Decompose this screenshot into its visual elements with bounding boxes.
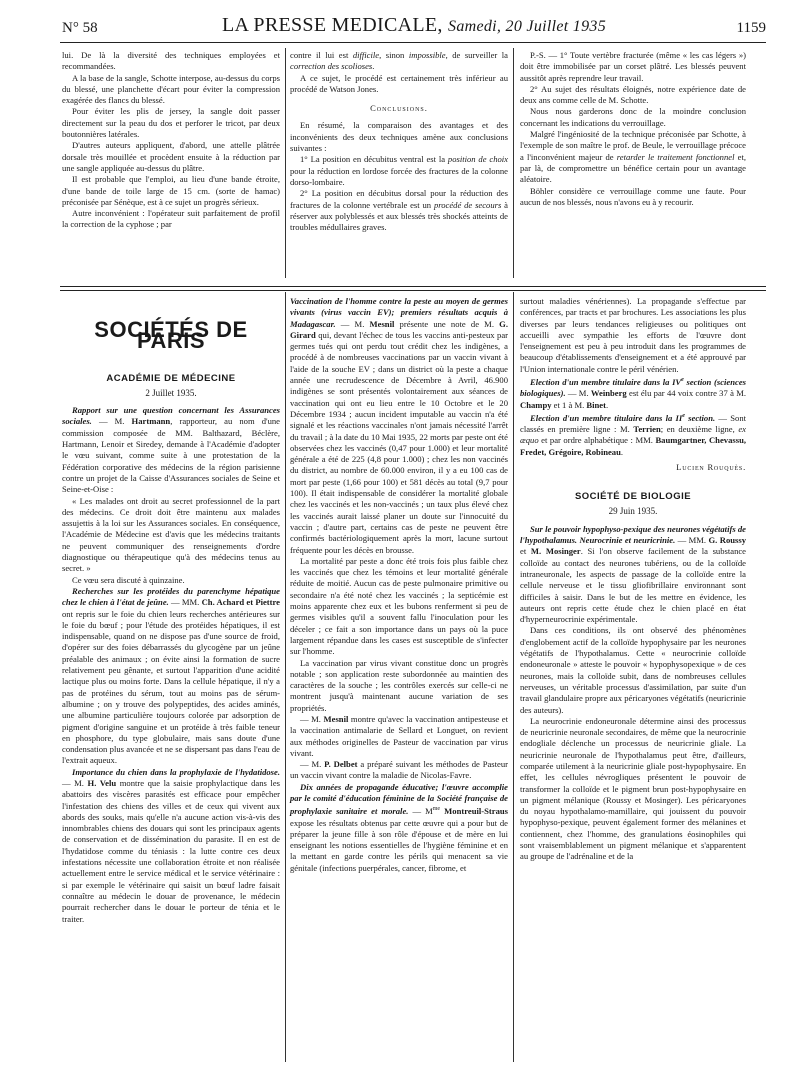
conclusions-heading: Conclusions. [370,103,428,114]
paragraph: Election d'un membre titulaire dans la IIe section. — Sont classés en première ligne : M. Terrien; en deuxième ligne, ex æquo et par ordre alphabétique : MM. Baumgartner, Chevassu, Fredet, Grégoire, Robineau. [520,412,747,457]
academie-date: 2 Juillet 1935. [145,387,197,398]
academie-title: ACADÉMIE DE MÉDECINE [106,372,236,384]
paragraph: La mortalité par peste a donc été trois fois plus faible chez les vaccinés que chez les témoins et leur mortalité générale réduite de moitié. Aucun cas de peste pulmonaire primitive ou secondaire n'a été noté chez les vaccinés ; la septicémie est moins apparente chez eux et les bubons renferment si peu de germes visibles qu'il a souvent fallu l'inoculation pour les déceler ; ce fait a son importance dans un pays où la puce largement répandue dans les cases est susceptible de s'infecter sur l'homme. [290,555,508,657]
top-column-3 [520,50,746,208]
column-divider [513,292,514,1062]
paragraph: Böhler considère ce verrouillage comme une faute. Pour aucun de nos blessés, nous n'avons eu à y recourir. [520,185,746,207]
paragraph: Nous nous garderons donc de la moindre conclusion concernant les indications du verrouillage. [520,106,746,128]
societes-column-2 [290,296,508,874]
biologie-date: 29 Juin 1935. [608,506,658,517]
page-number: 1159 [736,20,766,36]
paragraph: contre il lui est difficile, sinon impossible, de surveiller la correction des scolioses. [290,50,508,72]
paragraph: La neurocrinie endoneuronale détermine ainsi des processus de neuricrinie neuronale secondaires, de même que la neurocrinie endogliale déclenche un processus de neuricrinie gliale. La neuricrinie neuronale de l'hypothalamus peut être, d'ailleurs, comparée utilement à la neuricrinie gliale post-hypophysaire. En effet, les cellules névrogliques présentent le pouvoir de transformer la colloïde et le pigment brun post-hypophysaire en un pigment mélanique (Roussy et Mosinger). Les péricaryones du noyau hypothalamo-mamillaire, qui jouissent du pouvoir hypophyso-pexique, peuvent également former des mélanines et contiennent, chez l'homme, des granulations éosinophiles qui sont vraisemblablement un pigment mélanique et s'apparentent au groupe de l'adrénaline et de la [520,715,746,862]
paragraph: P.-S. — 1° Toute vertèbre fracturée (même « les cas légers ») doit être immobilisée par un corset plâtré. Les blessés peuvent aussitôt après reprendre leur travail. [520,50,746,83]
issue-date: Samedi, 20 Juillet 1935 [448,18,607,35]
paragraph: Malgré l'ingéniosité de la technique préconisée par Schotte, à l'exemple de son maître le prof. de Beule, le verrouillage précoce a l'inconvénient majeur de retarder le traitement fonctionnel et, par là, de compromettre un bénéfice certain pour un avantage aléatoire. [520,129,747,185]
issue-number: N° 58 [62,20,98,36]
journal-title [62,14,766,37]
paragraph: A ce sujet, le procédé est certainement très inférieur au procédé de Watson Jones. [290,72,508,94]
paragraph: Autre inconvénient : l'opérateur suit parfaitement de profil la correction de la cyphose ; par [62,208,280,230]
section-rule [60,286,766,287]
paragraph: 1° La position en décubitus ventral est la position de choix pour la réduction en lordose forcée des fractures de la colonne dorso-lombaire. [290,154,508,187]
paragraph: 2° La position en décubitus dorsal pour la réduction des fractures de la colonne vertébrale est un procédé de secours à réserver aux polyblessés et aux blessés très shockés atteints de troubles médullaires graves. [290,188,508,233]
paragraph: lui. De là la diversité des techniques employées et recommandées. [62,50,280,72]
paragraph: 2° Au sujet des résultats éloignés, notre expérience date de deux ans comme celle de M. Schotte. [520,83,746,106]
paragraph: Pour éviter les plis de jersey, la sangle doit passer directement sur la peau du dos et perforer le tricot, par deux boutonnières latérales. [62,106,280,140]
paragraph: Vaccination de l'homme contre la peste au moyen de germes vivants (virus vaccin EV); premiers résultats acquis à Madagascar. — M. Mesnil présente une note de M. G. Girard qui, devant l'échec de tous les vaccins anti-pesteux par germes tués qui ont perdu tout crédit chez les indigènes, a procédé à de nombreuses vaccinations par un vaccin vivant à l'aide de la souche EV ; dans un district où la peste a chaque année une recrudescence de Décembre à Avril, 46.900 indigènes se sont présentés volontairement aux séances de vaccination qui ont eu lieu entre le 10 Octobre et le 20 Décembre 1934 ; aucun incident imputable au vaccin n'a été signalé et les réactions vaccinales n'ont jamais nécessité l'arrêt du travail ; à la date du 10 Mai 1935, 22 morts par peste ont été observées chez les vaccinés (0,47 pour 1.000) et leur mortalité générale a été de 225 (4,8 pour 1.000) ; chez les non vaccinés du district, au nombre de 60.000 environ, il y a eu 100 cas de mort par peste (1,66 pour 100) et 581 décès au total (9,7 pour 100). Il était indispensable de considérer la mortalité globale chez les vaccinés et les non-vaccinés ; un taux plus élevé chez les vaccinés aurait laissé planer un doute sur l'innocuité du vaccin ; d'autre part, certains cas de peste ne peuvent être confirmés bactériologiquement après la mort, lacune surtout fréquente pour les décès en brousse. [290,296,508,555]
top-column-2 [290,50,508,233]
paragraph: A la base de la sangle, Schotte interpose, au-dessus du corps du blessé, une planchette d'écart pour éviter la compression exagérée des flancs du blessé. [62,72,280,106]
paragraph: surtout maladies vénériennes). La propagande s'effectue par conférences, par tracts et par brochures. Les associations les plus diverses par leurs tendances religieuses ou politiques ont accueilli avec sympathie les efforts de l'œuvre dont l'enseignement est peu à peu introduit dans les programmes de beaucoup d'établissements d'enseignement et a été approuvé par l'Union internationale contre le péril vénérien. [520,296,746,374]
page-header [62,14,766,40]
paragraph: Importance du chien dans la prophylaxie de l'hydatidose. — M. H. Velu montre que la saisie prophylactique dans les abattoirs des viscères parasités est efficace pour empêcher l'infestation des chiens des villes et de ceux qui vivent aux abords des souks, mais qu'elle n'a aucune action vis-à-vis des innombrables chiens des douars qui sont les principaux agents de conservation et de dissémination du parasite. Il en est de l'hydatidose comme du téniasis : la lutte contre ces deux infestations nécessite une collaboration étroite et non réalisée actuellement entre le service médical et le service vétérinaire : si par exemple le vétérinaire qui saisit un bœuf ladre faisait connaître au médecin le douar de provenance, le médecin pourrait rechercher dans le douar le porteur de ténia et le traiter. [62,766,280,924]
paragraph: En résumé, la comparaison des avantages et des inconvénients des deux techniques amène aux conclusions suivantes : [290,120,508,154]
paragraph: Rapport sur une question concernant les Assurances sociales. — M. Hartmann, rapporteur, au nom d'une commission composée de MM. Balthazard, Béclère, Hartmann, Lenoir et Siredey, demande à l'Académie d'adopter le vœu suivant, comme suite à une protestation de la Fédération corporative des médecins de la région parisienne contre un projet de la Caisse d'Assurances sociales de Seine et Seine-et-Oise : [62,405,280,495]
paragraph: D'autres auteurs appliquent, d'abord, une attelle plâtrée dorsale très mouillée et procèdent ensuite à la réduction par une sangle appliquée au-dessus du plâtre. [62,140,280,173]
column-divider [513,48,514,278]
paragraph: Dix années de propagande éducative; l'œuvre accomplie par le comité d'éducation féminine de la Société française de prophylaxie sanitaire et morale. — $M^{me}$ Montreuil-Straus expose les résultats obtenus par cette œuvre qui a pour but de préparer la jeune fille à son rôle d'épouse et de mère en lui enseignant les notions essentielles de l'hygiène féminine et en la mettant en garde contre les périls qui menacent sa vie génitale (infections puerpérales, cancer, fibrome, et [290,781,508,873]
paragraph: La vaccination par virus vivant constitue donc un progrès notable ; son application reste subordonnée au maintien des caractères de la souche ; les contrôles exercés sur celle-ci ne montrent jusqu'à maintenant aucune variation de ses propriétés. [290,657,508,713]
paragraph: Ce vœu sera discuté à quinzaine. [72,574,185,585]
paragraph: Recherches sur les protéides du parenchyme hépatique chez le chien à l'état de jeûne. — MM. Ch. Achard et Piettre ont repris sur le foie du chien leurs recherches antérieures sur le foie du bœuf ; pour l'étude des protéides hépatiques, il est indispensable, quand on ne dispose pas d'une source de froid, d'opérer sur des foies débarrassés du glycogène par un jeûne préalable des animaux ; on évite ainsi la formation de sucre relativement peu gênante, et surtout l'apparition d'une acidité lactique plus ou moins forte. Dans la cellule hépatique, il n'y a pas de protéines du sérum, tout au moins pas de sérum-albumine ; on y trouve des polypeptides, des acides aminés, une albumine particulière toujours colorée par adsorption de pigment d'origine sanguine et un protéide à très faible teneur en phosphore, du type globulaire, mais sans doute d'une condensation plus avancée et ne se dispersant pas dans l'eau de l'extrait aqueux. [62,585,280,766]
paragraph: — M. P. Delbet a préparé suivant les méthodes de Pasteur un vaccin vivant contre la maladie de Nicolas-Favre. [290,759,508,781]
paragraph: Sur le pouvoir hypophyso-pexique des neurones végétatifs de l'hypothalamus. Neurocrinie et neuricrinie. — MM. G. Roussy et M. Mosinger. Si l'on observe facilement de la substance colloïde au contact des neurones tubériens, ou de la colloïde intraneuronale, les aspects de passage de la colloïde entre la cellule nerveuse et le tissu gliofibrillaire environnant sont difficiles à saisir. Dans le but de les mettre en évidence, les auteurs ont repris cette étude chez le chien placé en état d'hyperneurocrinie expérimentale. [520,523,747,625]
paragraph: Il est probable que l'emploi, au lieu d'une bande étroite, d'une bande de toile large de 15 cm. (sorte de hamac) préconisée par Sénèque, est à ce sujet un progrès sérieux. [62,174,280,207]
header-rule [60,42,766,43]
biologie-title: SOCIÉTÉ DE BIOLOGIE [574,491,692,503]
column-divider [285,292,286,1062]
journal-name: LA PRESSE MEDICALE, [221,14,443,36]
paragraph: « Les malades ont droit au secret professionnel de la part des médecins. Ce droit doit être maintenu aux malades assujettis à la loi sur les Assurances sociales. En conséquence, l'Académie de Médecine est d'avis que les médecins traitants ne peuvent communiquer des renseignements d'ordre diagnostique ou thérapeutique qu'à des médecins tenus au secret. » [62,495,280,574]
column-divider [285,48,286,278]
section-title: SOCIÉTÉS DE PARIS [94,317,248,354]
signature: Lucien Rouquès. [676,461,746,472]
paragraph: Election d'un membre titulaire dans la IVe section (sciences biologiques). — M. Weinberg est élu par 44 voix contre 37 à M. Champy et 1 à M. Binet. [520,376,746,410]
societes-column-1 [62,294,280,925]
societes-column-3 [520,296,746,863]
section-rule [60,290,766,291]
top-column-1 [62,50,280,231]
paragraph: Dans ces conditions, ils ont observé des phénomènes d'englobement actif de la colloïde hypophysaire par les neurones végétatifs de l'hypothalamus. Cette « neurocrinie colloïde endoneuronale » atteste le pouvoir « hypophysopexique » de ces neurones, mais la colloïde subit, dans de nombreuses cellules nerveuses, un véritable processus d'assimilation, par suite d'un travail glandulaire propre aux péricaryones végétatifs (neuricrinie des auteurs). [520,625,746,715]
paragraph: — M. Mesnil montre qu'avec la vaccination antipesteuse et la vaccination antimalarie de Sellard et Longuet, on revient aux méthodes originelles de Pasteur de vaccination par virus vivant. [290,713,508,758]
